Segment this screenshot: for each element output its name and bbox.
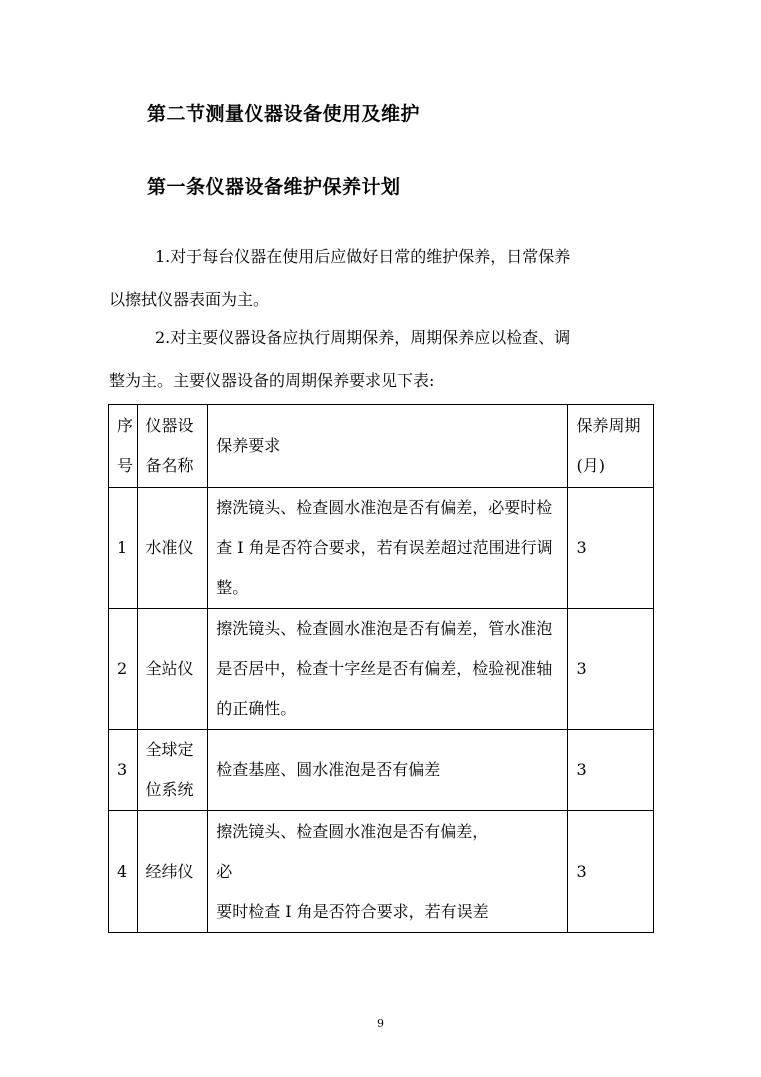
row-name: 全球定位系统 xyxy=(137,730,208,811)
maintenance-table xyxy=(108,404,654,933)
table-row xyxy=(109,488,654,609)
requirement-line: 擦洗镜头、检查圆水准泡是否有偏差， xyxy=(216,821,489,841)
row-cycle: 3 xyxy=(568,488,654,609)
paragraph-1-line-1: 1.对于每台仪器在使用后应做好日常的维护保养，日常保养 xyxy=(155,247,571,266)
row-requirement: 擦洗镜头、检查圆水准泡是否有偏差，管水准泡是否居中，检查十字丝是否有偏差，检验视准轴的正确性。 xyxy=(208,609,568,730)
row-requirement xyxy=(208,811,568,933)
section-title: 第二节测量仪器设备使用及维护 xyxy=(147,103,421,125)
requirement-line: 要时检查 I 角是否符合要求，若有误差 xyxy=(216,901,489,921)
requirement-line: 必 xyxy=(216,861,233,881)
row-cycle: 3 xyxy=(568,730,654,811)
paragraph-1-line-2: 以擦拭仪器表面为主。 xyxy=(109,290,270,309)
row-no: 3 xyxy=(109,730,138,811)
row-cycle: 3 xyxy=(568,811,654,933)
table-header-row xyxy=(109,405,654,488)
header-requirement: 保养要求 xyxy=(208,405,568,488)
row-requirement: 检查基座、圆水准泡是否有偏差 xyxy=(208,730,568,811)
page-number: 9 xyxy=(377,1017,384,1030)
row-no: 1 xyxy=(109,488,138,609)
paragraph-2-line-2: 整为主。主要仪器设备的周期保养要求见下表: xyxy=(109,371,435,390)
table-row xyxy=(109,730,654,811)
article-title: 第一条仪器设备维护保养计划 xyxy=(147,176,401,198)
header-name: 仪器设备名称 xyxy=(137,405,208,488)
row-name: 水准仪 xyxy=(137,488,208,609)
header-cycle: 保养周期(月) xyxy=(568,405,654,488)
table-row xyxy=(109,609,654,730)
header-no: 序号 xyxy=(109,405,138,488)
row-no: 4 xyxy=(109,811,138,933)
paragraph-2-line-1: 2.对主要仪器设备应执行周期保养，周期保养应以检查、调 xyxy=(155,328,571,347)
row-cycle: 3 xyxy=(568,609,654,730)
row-name: 经纬仪 xyxy=(137,811,208,933)
row-no: 2 xyxy=(109,609,138,730)
table-row xyxy=(109,811,654,933)
row-requirement: 擦洗镜头、检查圆水准泡是否有偏差，必要时检查 I 角是否符合要求，若有误差超过范围进行调整。 xyxy=(208,488,568,609)
row-name: 全站仪 xyxy=(137,609,208,730)
